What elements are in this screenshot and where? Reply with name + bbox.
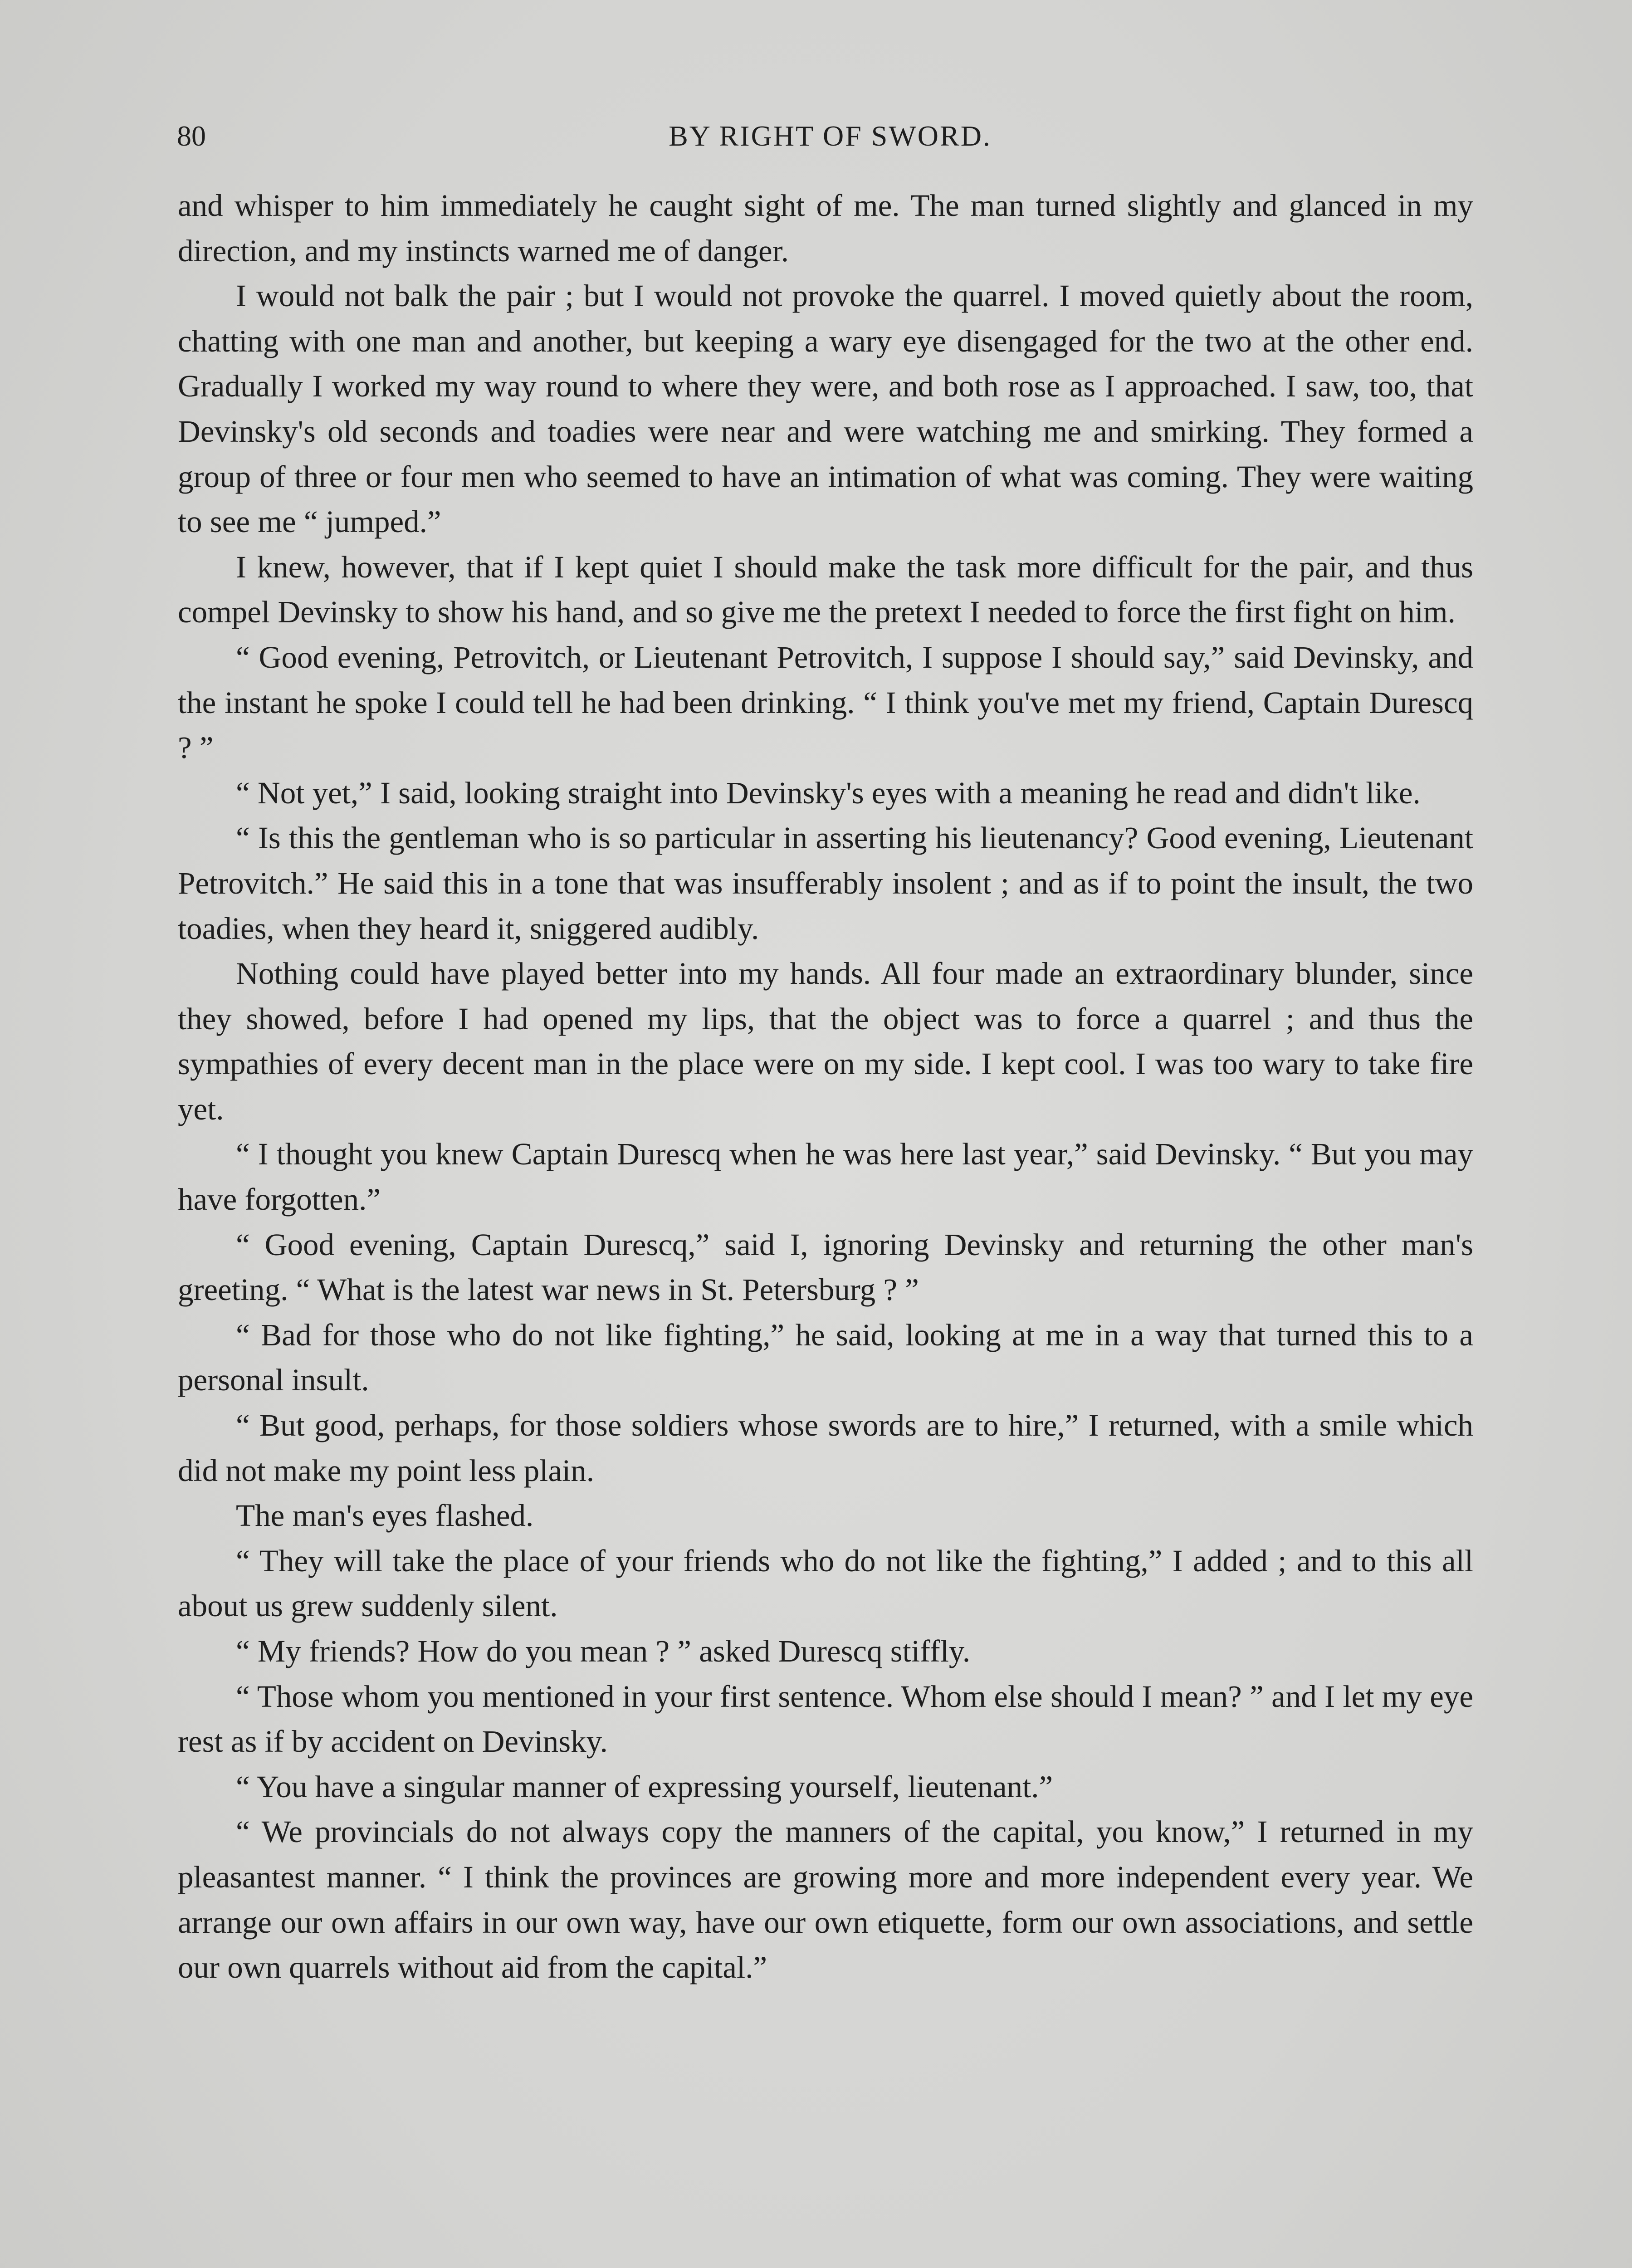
paragraph: “ My friends? How do you mean ? ” asked Durescq stiffly. (236, 1634, 971, 1668)
body-text (178, 183, 1473, 1990)
paragraph: “ They will take the place of your friends who do not like the fighting,” I added ; and to this all about us grew suddenly silent. (178, 1543, 1473, 1623)
paragraph: The man's eyes flashed. (236, 1498, 534, 1533)
paragraph: “ Those whom you mentioned in your first sentence. Whom else should I mean? ” and I let my eye rest as if by accident on Devinsky. (178, 1679, 1473, 1759)
page-number: 80 (177, 120, 206, 152)
paragraph: “ Bad for those who do not like fighting,” he said, looking at me in a way that turned this to a personal insult. (178, 1317, 1473, 1398)
paragraph: “ Good evening, Petrovitch, or Lieutenant Petrovitch, I suppose I should say,” said Devinsky, and the instant he spoke I could tell he had been drinking. “ I think you've met my friend, Captain Durescq ? ” (178, 640, 1473, 765)
paragraph: I would not balk the pair ; but I would not provoke the quarrel. I moved quietly about the room, chatting with one man and another, but keeping a wary eye disengaged for the two at the other end. Gradually I worked my way round to where they were, and both rose as I approached. I saw, too, that Devinsky's old seconds and toadies were near and were watching me and smirking. They formed a group of three or four men who seemed to have an intimation of what was coming. They were waiting to see me “ jumped.” (178, 279, 1473, 539)
running-head (177, 116, 1483, 156)
paragraph: “ Not yet,” I said, looking straight into Devinsky's eyes with a meaning he read and didn't like. (236, 775, 1421, 810)
paragraph: “ Is this the gentleman who is so particular in asserting his lieutenancy? Good evening, Lieutenant Petrovitch.” He said this in a tone that was insufferably insolent ; and as if to point the insult, the two toadies, when they heard it, sniggered audibly. (178, 821, 1473, 946)
paragraph: “ But good, perhaps, for those soldiers whose swords are to hire,” I returned, with a smile which did not make my point less plain. (178, 1408, 1473, 1488)
running-title: BY RIGHT OF SWORD. (669, 120, 992, 152)
paragraph: I knew, however, that if I kept quiet I should make the task more difficult for the pair, and thus compel Devinsky to show his hand, and so give me the pretext I needed to force the first fight on him. (178, 549, 1473, 630)
paragraph: “ I thought you knew Captain Durescq when he was here last year,” said Devinsky. “ But you may have forgotten.” (178, 1137, 1473, 1217)
paragraph: “ You have a singular manner of expressing yourself, lieutenant.” (236, 1769, 1053, 1804)
paragraph: and whisper to him immediately he caught sight of me. The man turned slightly and glanced in my direction, and my instincts warned me of danger. (178, 188, 1473, 268)
paragraph: “ Good evening, Captain Durescq,” said I, ignoring Devinsky and returning the other man's greeting. “ What is the latest war news in St. Petersburg ? ” (178, 1227, 1473, 1307)
paragraph: Nothing could have played better into my hands. All four made an extraordinary blunder, since they showed, before I had opened my lips, that the object was to force a quarrel ; and thus the sympathies of every decent man in the place were on my side. I kept cool. I was too wary to take fire yet. (178, 956, 1473, 1126)
paragraph: “ We provincials do not always copy the manners of the capital, you know,” I returned in my pleasantest manner. “ I think the provinces are growing more and more independent every year. We arrange our own affairs in our own way, have our own etiquette, form our own associations, and settle our own quarrels without aid from the capital.” (178, 1814, 1473, 1985)
